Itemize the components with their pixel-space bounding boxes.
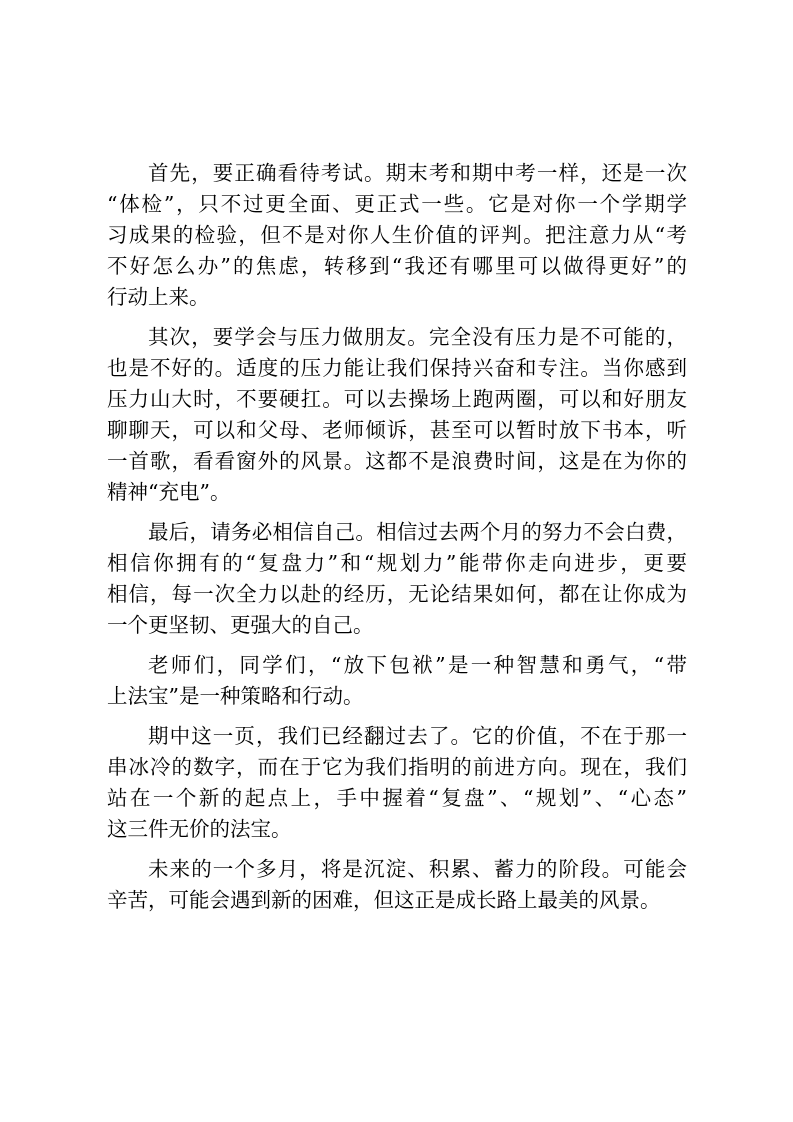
text-line: 一个更坚韧、更强大的自己。 [107,613,374,637]
paragraph [107,322,687,508]
text-line: “体检”，只不过更全面、更正式一些。它是对你一个学期学 [107,192,687,216]
text-line: 相信，每一次全力以赴的经历，无论结果如何，都在让你成为 [107,582,687,606]
text-line: 最后，请务必相信自己。相信过去两个月的努力不会白费， [148,520,687,544]
text-line: 辛苦，可能会遇到新的困难，但这正是成长路上最美的风景。 [107,888,661,912]
text-line: 未来的一个多月，将是沉淀、积累、蓄力的阶段。可能会 [148,857,687,881]
text-line: 这三件无价的法宝。 [107,817,292,841]
text-line: 首先，要正确看待考试。期末考和期中考一样，还是一次 [148,161,687,185]
text-line: 精神“充电”。 [107,480,231,504]
paragraph [107,650,687,712]
text-line: 行动上来。 [107,285,210,309]
text-line: 老师们，同学们，“放下包袱”是一种智慧和勇气，“带 [148,653,687,677]
document-page [107,158,687,925]
text-line: 其次，要学会与压力做朋友。完全没有压力是不可能的， [148,325,687,349]
text-line: 上法宝”是一种策略和行动。 [107,684,364,708]
text-line: 串冰冷的数字，而在于它为我们指明的前进方向。现在，我们 [107,755,687,779]
text-line: 期中这一页，我们已经翻过去了。它的价值，不在于那一 [148,724,687,748]
text-line: 站在一个新的起点上，手中握着“复盘”、“规划”、“心态” [107,786,687,810]
text-line: 聊聊天，可以和父母、老师倾诉，甚至可以暂时放下书本，听 [107,418,687,442]
paragraph [107,854,687,916]
paragraph [107,517,687,641]
paragraph [107,158,687,313]
paragraph [107,721,687,845]
text-line: 相信你拥有的“复盘力”和“规划力”能带你走向进步，更要 [107,551,687,575]
text-line: 习成果的检验，但不是对你人生价值的评判。把注意力从“考 [107,223,687,247]
text-line: 压力山大时，不要硬扛。可以去操场上跑两圈，可以和好朋友 [107,387,687,411]
text-line: 不好怎么办”的焦虑，转移到“我还有哪里可以做得更好”的 [107,254,687,278]
text-line: 一首歌，看看窗外的风景。这都不是浪费时间，这是在为你的 [107,449,687,473]
text-line: 也是不好的。适度的压力能让我们保持兴奋和专注。当你感到 [107,356,687,380]
